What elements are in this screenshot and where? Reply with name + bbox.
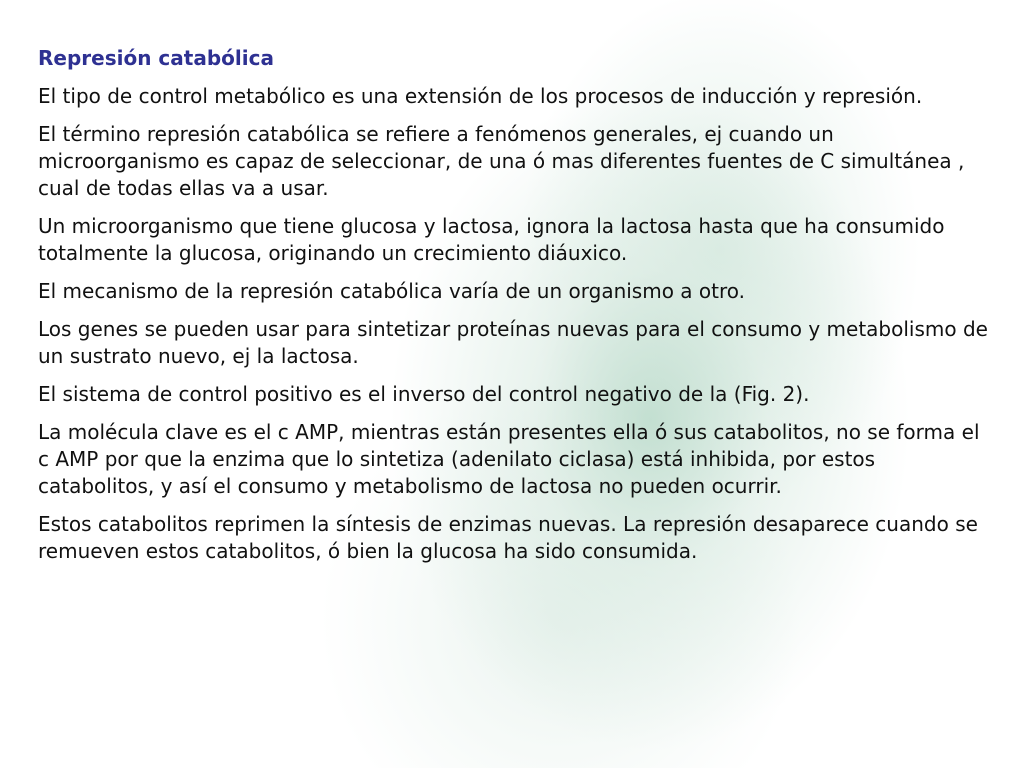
paragraph-4: El mecanismo de la represión catabólica varía de un organismo a otro.	[38, 279, 746, 303]
paragraph-8: Estos catabolitos reprimen la síntesis de enzimas nuevas. La represión desaparece cuando se remueven estos catabolitos, ó bien la glucosa ha sido consumida.	[38, 512, 978, 563]
paragraph-7: La molécula clave es el c AMP, mientras están presentes ella ó sus catabolitos, no se forma el c AMP por que la enzima que lo sintetiza (adenilato ciclasa) está inhibida, por estos catabolitos, y así el consumo y metabolismo de lactosa no pueden ocurrir.	[38, 420, 980, 498]
paragraph-2: El término represión catabólica se refiere a fenómenos generales, ej cuando un microorganismo es capaz de seleccionar, de una ó mas diferentes fuentes de C simultánea , cual de todas ellas va a usar.	[38, 122, 965, 200]
paragraph-1: El tipo de control metabólico es una extensión de los procesos de inducción y represión.	[38, 84, 923, 108]
paragraph-5: Los genes se pueden usar para sintetizar proteínas nuevas para el consumo y metabolismo de un sustrato nuevo, ej la lactosa.	[38, 317, 988, 368]
paragraph-3: Un microorganismo que tiene glucosa y lactosa, ignora la lactosa hasta que ha consumido totalmente la glucosa, originando un crecimiento diáuxico.	[38, 214, 945, 265]
slide-content	[38, 44, 988, 576]
slide-title: Represión catabólica	[38, 46, 274, 70]
paragraph-6: El sistema de control positivo es el inverso del control negativo de la (Fig. 2).	[38, 382, 810, 406]
